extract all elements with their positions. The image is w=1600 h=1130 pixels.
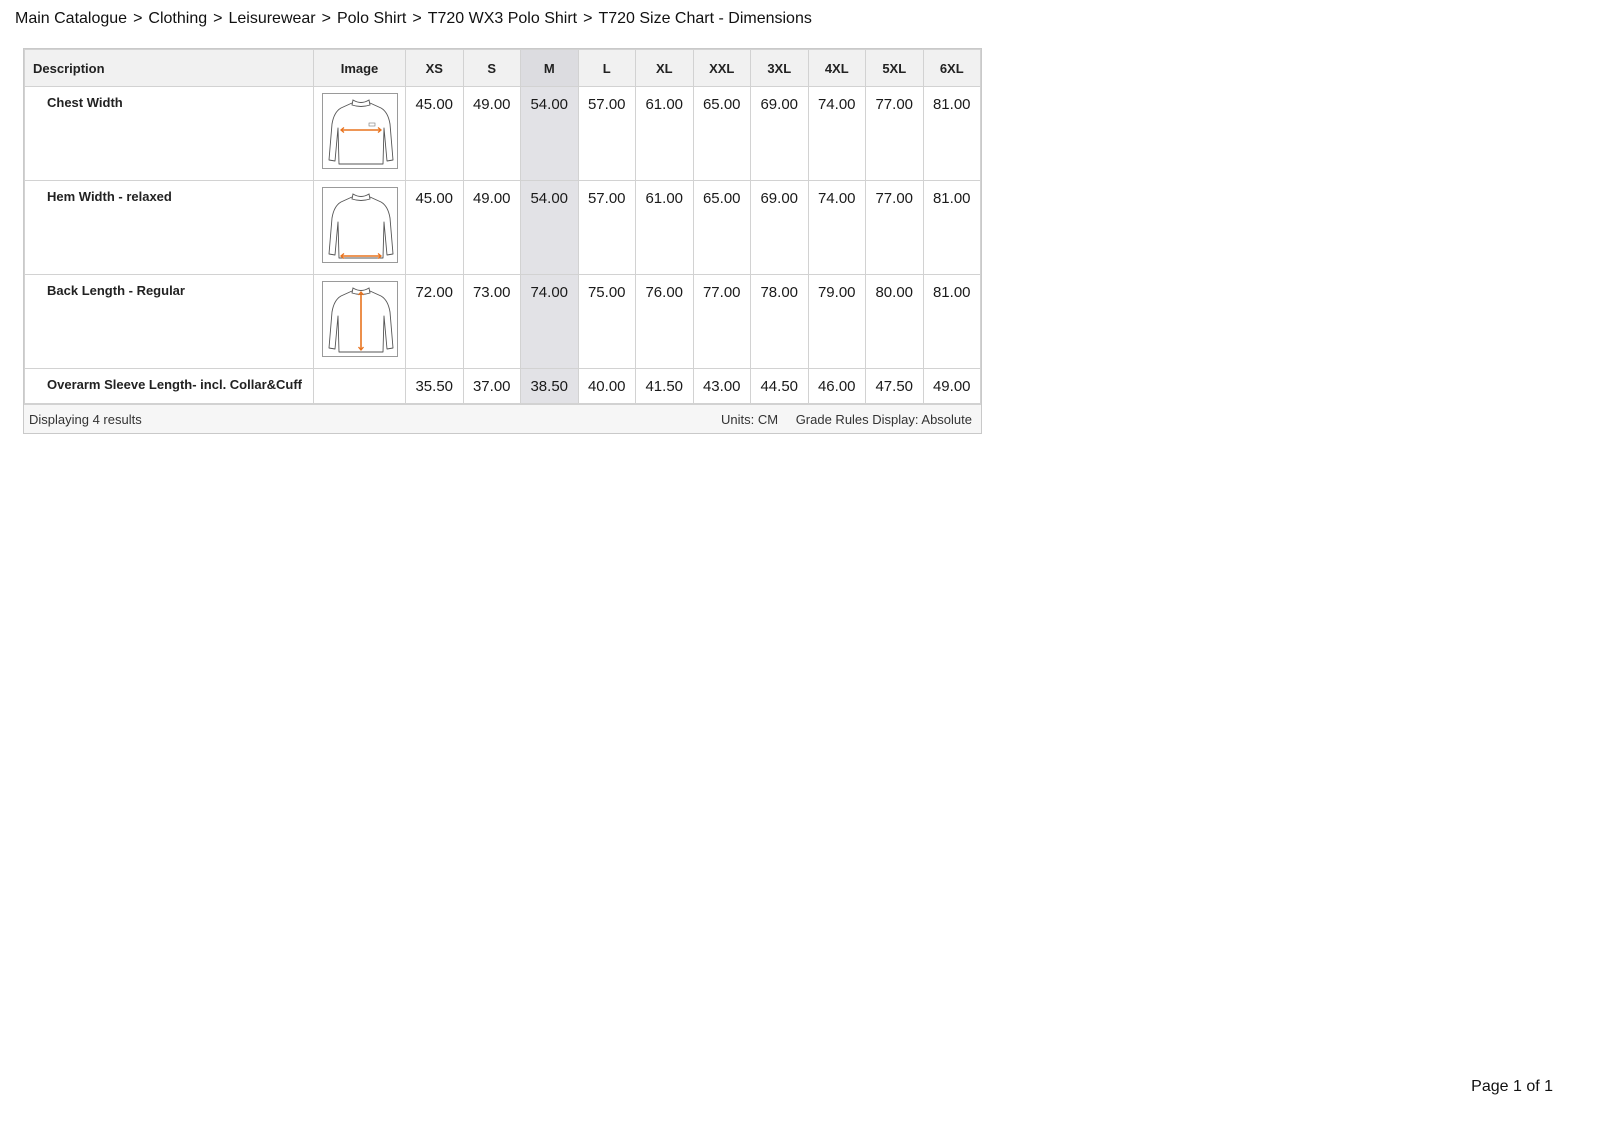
size-column-header-xxl[interactable]: XXL (693, 50, 751, 87)
size-value-4xl: 74.00 (808, 87, 866, 181)
breadcrumb-separator: > (133, 10, 143, 27)
row-image-cell (314, 275, 406, 369)
chest-width-diagram-icon[interactable] (322, 93, 398, 169)
size-value-3xl: 78.00 (751, 275, 809, 369)
size-value-s: 49.00 (463, 87, 521, 181)
size-value-5xl: 77.00 (866, 87, 924, 181)
size-value-xl: 41.50 (636, 369, 694, 404)
table-row[interactable] (25, 369, 981, 404)
size-column-header-xs[interactable]: XS (406, 50, 464, 87)
breadcrumb (15, 10, 812, 28)
size-value-6xl: 81.00 (923, 275, 981, 369)
size-value-l: 57.00 (578, 181, 636, 275)
size-value-xs: 72.00 (406, 275, 464, 369)
size-value-6xl: 81.00 (923, 181, 981, 275)
breadcrumb-separator: > (412, 10, 422, 27)
description-column-header[interactable]: Description (25, 50, 314, 87)
back-length-diagram-icon[interactable] (322, 281, 398, 357)
size-value-6xl: 49.00 (923, 369, 981, 404)
breadcrumb-item[interactable]: Polo Shirt (336, 10, 407, 27)
size-value-xs: 35.50 (406, 369, 464, 404)
size-value-l: 57.00 (578, 87, 636, 181)
size-value-5xl: 47.50 (866, 369, 924, 404)
row-description: Hem Width - relaxed (25, 181, 314, 275)
size-column-header-l[interactable]: L (578, 50, 636, 87)
size-value-xs: 45.00 (406, 87, 464, 181)
size-value-3xl: 44.50 (751, 369, 809, 404)
size-value-xxl: 65.00 (693, 87, 751, 181)
row-description: Overarm Sleeve Length- incl. Collar&Cuff (25, 369, 314, 404)
size-value-xs: 45.00 (406, 181, 464, 275)
breadcrumb-item[interactable]: Leisurewear (228, 10, 316, 27)
units-label: Units: CM (721, 411, 779, 427)
size-column-header-3xl[interactable]: 3XL (751, 50, 809, 87)
size-value-m: 54.00 (521, 87, 579, 181)
size-value-xl: 76.00 (636, 275, 694, 369)
size-column-header-4xl[interactable]: 4XL (808, 50, 866, 87)
size-value-3xl: 69.00 (751, 181, 809, 275)
breadcrumb-item[interactable]: T720 WX3 Polo Shirt (427, 10, 578, 27)
size-value-4xl: 74.00 (808, 181, 866, 275)
table-row[interactable] (25, 275, 981, 369)
row-image-cell (314, 181, 406, 275)
breadcrumb-separator: > (213, 10, 223, 27)
table-header-row (25, 50, 981, 87)
size-column-header-xl[interactable]: XL (636, 50, 694, 87)
size-value-s: 73.00 (463, 275, 521, 369)
row-image-cell (314, 87, 406, 181)
footer-meta (707, 412, 972, 427)
size-value-m: 54.00 (521, 181, 579, 275)
size-column-header-s[interactable]: S (463, 50, 521, 87)
size-column-header-5xl[interactable]: 5XL (866, 50, 924, 87)
size-chart-panel (23, 48, 982, 434)
table-row[interactable] (25, 87, 981, 181)
row-description: Chest Width (25, 87, 314, 181)
breadcrumb-separator: > (321, 10, 331, 27)
breadcrumb-item[interactable]: Clothing (148, 10, 208, 27)
size-value-3xl: 69.00 (751, 87, 809, 181)
size-column-header-6xl[interactable]: 6XL (923, 50, 981, 87)
size-value-4xl: 79.00 (808, 275, 866, 369)
size-value-s: 49.00 (463, 181, 521, 275)
grade-rules-label: Grade Rules Display: Absolute (795, 411, 972, 427)
size-value-s: 37.00 (463, 369, 521, 404)
hem-width-diagram-icon[interactable] (322, 187, 398, 263)
size-value-4xl: 46.00 (808, 369, 866, 404)
size-value-xxl: 77.00 (693, 275, 751, 369)
size-value-m: 74.00 (521, 275, 579, 369)
row-description: Back Length - Regular (25, 275, 314, 369)
table-row[interactable] (25, 181, 981, 275)
breadcrumb-item: T720 Size Chart - Dimensions (598, 10, 812, 27)
table-body (25, 87, 981, 404)
breadcrumb-separator: > (583, 10, 593, 27)
size-column-header-m[interactable]: M (521, 50, 579, 87)
size-value-xl: 61.00 (636, 181, 694, 275)
size-value-xxl: 65.00 (693, 181, 751, 275)
breadcrumb-item[interactable]: Main Catalogue (15, 10, 128, 27)
page-number: Page 1 of 1 (1471, 1078, 1553, 1095)
size-value-5xl: 80.00 (866, 275, 924, 369)
size-value-l: 40.00 (578, 369, 636, 404)
size-value-m: 38.50 (521, 369, 579, 404)
results-count: Displaying 4 results (29, 411, 142, 427)
size-value-6xl: 81.00 (923, 87, 981, 181)
size-value-xxl: 43.00 (693, 369, 751, 404)
table-footer (24, 404, 981, 433)
image-column-header[interactable]: Image (314, 50, 406, 87)
size-value-xl: 61.00 (636, 87, 694, 181)
size-value-l: 75.00 (578, 275, 636, 369)
row-image-cell (314, 369, 406, 404)
size-value-5xl: 77.00 (866, 181, 924, 275)
size-chart-table (24, 49, 981, 404)
